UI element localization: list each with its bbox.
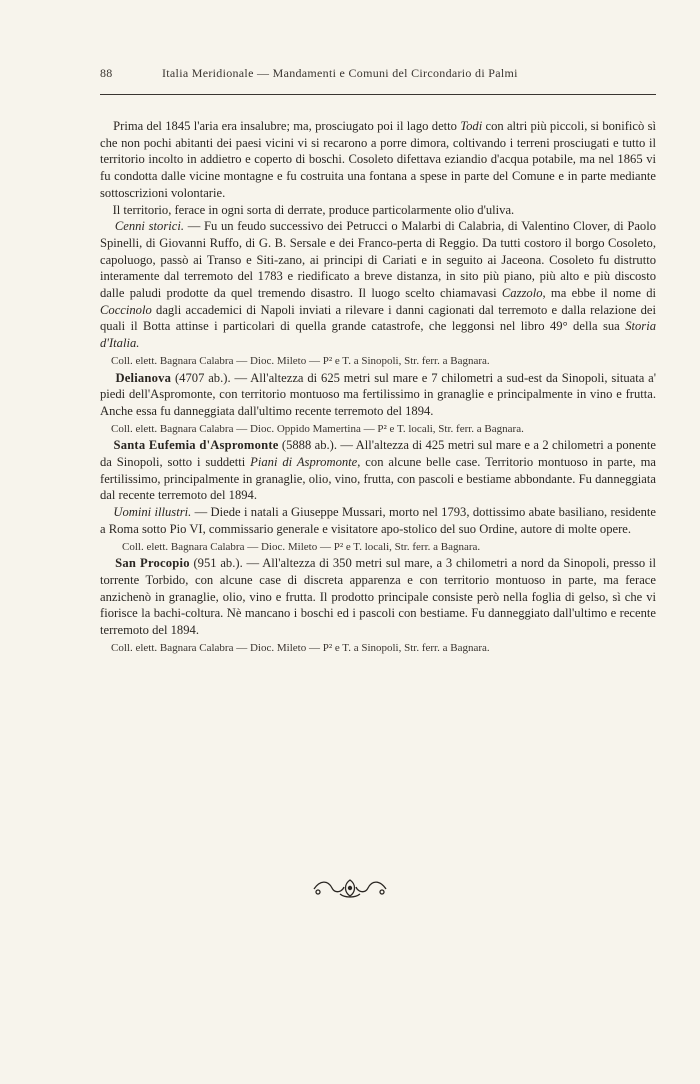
fleuron-core bbox=[348, 886, 352, 890]
page-number: 88 bbox=[100, 66, 113, 80]
paragraph-cosoleto-cenni: Cenni storici. — Fu un feudo successivo dei Petrucci o Malarbi di Calabria, di Valentino Clover, di Paolo Spinelli, di Giovanni Ruffo, di G. B. Sersale e dei Franco-perta di Reggio. Da tutti costoro il borgo Cosoleto, capoluogo, passò ai Transo e Siti-zano, ai principi di Cariati e in seguito ai Jaceona. Cosoleto fu distrutto interamente dal terremoto del 1783 e riedificato a breve distanza, in sito più piano, più alto e più discosto dalle paludi prodotte da quel tremendo disastro. Il luogo scelto chiamavasi Cazzolo, ma ebbe il nome di Coccinolo dagli accademici di Napoli inviati a rilevare i danni cagionati dal terremoto e dalla relazione dei quali il Botta attinse i particolari di quella grande catastrofe, che leggonsi nel libro 49° della sua Storia d'Italia. bbox=[100, 219, 657, 351]
entry-name: Santa Eufemia d'Aspromonte bbox=[113, 438, 279, 453]
fleuron-dot bbox=[316, 890, 320, 894]
collegio-line: Coll. elett. Bagnara Calabra — Dioc. Mileto — P² e T. a Sinopoli, Str. ferr. a Bagnara. bbox=[111, 354, 490, 367]
paragraph-uomini-illustri: Uomini illustri. — Diede i natali a Giuseppe Mussari, morto nel 1793, dottissimo abate basiliano, residente a Roma sotto Pio VI, commissario generale e visitatore apo-stolico del suo Ordine, autore di molte opere. bbox=[100, 505, 656, 536]
entry-name: San Procopio bbox=[115, 556, 190, 571]
collegio-line: Coll. elett. Bagnara Calabra — Dioc. Oppido Mamertina — P² e T. locali, Str. ferr. a Bagnara. bbox=[111, 422, 524, 435]
fleuron-dot bbox=[380, 890, 384, 894]
paragraph-cosoleto-territory: Il territorio, ferace in ogni sorta di derrate, produce particolarmente olio d'uliva. bbox=[112, 202, 515, 217]
fleuron-icon bbox=[310, 876, 390, 900]
entry-name: Delianova bbox=[115, 370, 172, 385]
entry-santa-eufemia: Santa Eufemia d'Aspromonte (5888 ab.). — All'altezza di 425 metri sul mare e a 2 chilometri a ponente da Sinopoli, sotto i suddetti Piani di Aspromonte, con alcune belle case. Territorio montuoso in parte, ma fertilissimo, principalmente in granaglie, olio, vino, frutta, con pascoli e bestiame abbondante. Fu danneggiata dal recente terremoto del 1894. bbox=[100, 438, 656, 503]
header-rule bbox=[100, 94, 656, 95]
page-body bbox=[100, 118, 656, 657]
entry-delianova: Delianova (4707 ab.). — All'altezza di 625 metri sul mare e 7 chilometri a sud-est da Sinopoli, situata a' piedi dell'Aspromonte, con territorio montuoso ma fertilissimo in granaglie e principalmente in vino e frutta. Anche essa fu danneggiata dall'ultimo recente terremoto del 1894. bbox=[100, 370, 657, 418]
running-header bbox=[100, 66, 655, 88]
entry-san-procopio: San Procopio (951 ab.). — All'altezza di 350 metri sul mare, a 3 chilometri a nord da Sinopoli, presso il torrente Torbido, con alcune case di discreta apparenza e con territorio montuoso in parte, ma ferace anzichenò in granaglie, olio, vino e frutta. Il prodotto principale consiste però nella foglia di gelso, sì che vi fiorisce la bachi-coltura. Nè mancano i boschi ed i pascoli con bestiame. Fu danneggiato dall'ultimo e recente terremoto del 1894. bbox=[100, 556, 656, 638]
paragraph-cosoleto-history: Prima del 1845 l'aria era insalubre; ma, prosciugato poi il lago detto Todi con altri più piccoli, si bonificò sì che non pochi abitanti dei paesi vicini vi si recarono a porre dimora, coltivando i terreni prosciugati e tutto il territorio incolto in addietro e coperto di boschi. Cosoleto difettava eziandio d'acqua potabile, ma nel 1865 vi fu condotta dalle vicine montagne e fu costruita una fontana a spese in parte del Comune e in parte mediante sottoscrizioni volontarie. bbox=[100, 119, 656, 200]
collegio-line: Coll. elett. Bagnara Calabra — Dioc. Mileto — P² e T. a Sinopoli, Str. ferr. a Bagnara. bbox=[111, 641, 490, 654]
collegio-line: Coll. elett. Bagnara Calabra — Dioc. Mileto — P² e T. locali, Str. ferr. a Bagnara. bbox=[122, 540, 481, 553]
running-title: Italia Meridionale — Mandamenti e Comuni del Circondario di Palmi bbox=[162, 66, 518, 80]
